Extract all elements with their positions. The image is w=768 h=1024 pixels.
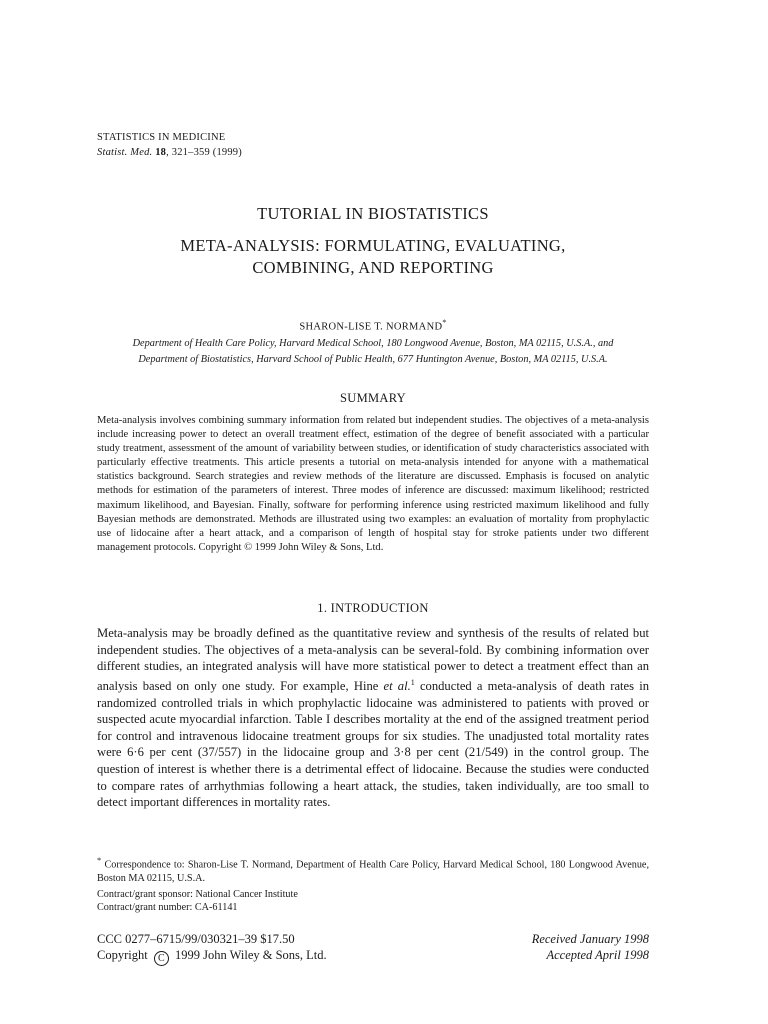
footnote-body: Correspondence to: Sharon-Lise T. Normand, Department of Health Care Policy, Harvard Medical School, 180 Longwood Avenue, Boston MA 02115, U.S.A. [97,859,649,885]
copyright-word: Copyright [97,948,148,962]
introduction-paragraph [97,625,649,811]
accepted-date: Accepted April 1998 [546,948,649,962]
abstract-text: Meta-analysis involves combining summary information from related but independent studies. The objectives of a meta-analysis include increasing power to detect an overall treatment effect, estimation of the degree of benefit associated with a particular study treatment, assessment of the amount of variability between studies, or identification of study characteristics associated with particularly effective treatments. This article presents a tutorial on meta-analysis intended for anyone with a mathematical statistics background. Search strategies and review methods of the literature are discussed. Emphasis is focused on analytic methods for estimation of the parameters of interest. Three modes of inference are discussed: maximum likelihood; restricted maximum likelihood, and Bayesian. Finally, software for performing inference using restricted maximum likelihood and fully Bayesian methods are demonstrated. Methods are illustrated using two examples: an evaluation of mortality from prophylactic use of lidocaine after a heart attack, and a comparison of length of hospital stay for stroke patients under two different management protocols. Copyright © 1999 John Wiley & Sons, Ltd. [97,415,649,553]
title-line-1: META-ANALYSIS: FORMULATING, EVALUATING, [180,236,566,255]
manuscript-dates [532,931,649,963]
affiliation-line-2: Department of Biostatistics, Harvard School of Public Health, 677 Huntington Avenue, Boston, MA 02115, U.S.A. [138,353,608,365]
article-title [97,235,649,279]
correspondence-footnote [97,853,649,886]
author [97,318,649,333]
reference-1[interactable]: 1 [410,677,415,687]
author-name: SHARON-LISE T. NORMAND [299,321,443,333]
abstract [97,414,649,555]
affiliation [97,336,649,367]
footnote-text [97,853,649,886]
received-date: Received January 1998 [531,932,649,946]
footnote-mark: * [97,855,102,865]
copyright-line [97,947,327,966]
grant-info [97,889,298,914]
introduction-body [97,625,649,811]
introduction-heading: 1. INTRODUCTION [317,601,429,615]
grant-number: Contract/grant number: CA-61141 [97,901,238,913]
summary-heading: SUMMARY [339,391,406,405]
copyright-holder: 1999 John Wiley & Sons, Ltd. [174,948,327,962]
journal-citation [97,145,242,160]
journal-header [97,130,242,160]
copyright-icon: C [154,951,169,966]
author-footnote-mark: * [442,318,447,327]
title-line-2: COMBINING, AND REPORTING [252,258,494,277]
intro-text-a: Meta-analysis may be broadly defined as the quantitative review and synthesis of the results of related but independent studies. The objectives of a meta-analysis can be several-fold. By combining information over different studies, an integrated analysis will have more statistical power to detect a treatment effect than an analysis based on only one study. For example, Hine [97,626,649,693]
tutorial-heading: TUTORIAL IN BIOSTATISTICS [257,204,489,223]
journal-name: STATISTICS IN MEDICINE [97,132,226,143]
ccc-code: CCC 0277–6715/99/030321–39 $17.50 [97,932,295,946]
copyright-block [97,931,327,966]
journal-pages: , 321–359 (1999) [166,147,242,158]
affiliation-line-1: Department of Health Care Policy, Harvard Medical School, 180 Longwood Avenue, Boston, MA 02115, U.S.A., and [132,338,614,349]
journal-volume: 18 [155,147,167,158]
grant-sponsor: Contract/grant sponsor: National Cancer Institute [97,889,298,900]
journal-abbrev: Statist. Med. [97,147,153,158]
intro-text-b: conducted a meta-analysis of death rates in randomized controlled trials in which prophylactic lidocaine was administered to patients with proved or suspected acute myocardial infarction. Table I describes mortality at the end of the assigned treatment period for control and intravenous lidocaine treatment groups for six studies. The unadjusted total mortality rates were 6·6 per cent (37/557) in the lidocaine group and 3·8 per cent (21/549) in the control group. The question of interest is whether there is a detrimental effect of lidocaine. Because the studies were conducted to compare rates of arrhythmias following a heart attack, the studies, taken individually, are too small to detect important differences in mortality rates. [97,678,650,810]
intro-etal: et al. [383,678,411,693]
